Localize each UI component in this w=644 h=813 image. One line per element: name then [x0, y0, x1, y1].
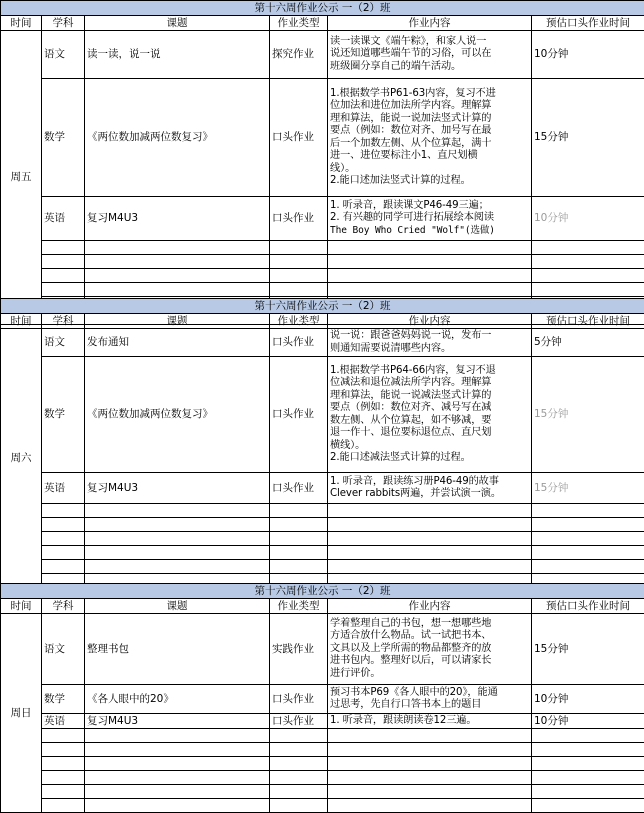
content-line: The Boy Who Cried "Wolf"(选做): [330, 225, 529, 238]
empty-row: [1, 729, 644, 743]
content-line: 退一作十、退位要标退位点、直尺划: [330, 427, 529, 440]
topic-cell: 复习M4U3: [85, 714, 270, 729]
header-type: 作业类型: [270, 314, 328, 329]
content-line: 进行评价。: [330, 668, 529, 681]
content-cell: [328, 685, 532, 714]
subject-cell: 语文: [42, 31, 85, 79]
subject-cell: 语文: [42, 329, 85, 357]
header-type: 作业类型: [270, 599, 328, 614]
content-line: 1. 听录音，跟读朗读卷12三遍。: [330, 715, 529, 728]
header-duration: 预估口头作业时间: [532, 314, 644, 329]
duration-cell: 10分钟: [532, 31, 644, 79]
day-label: 周日: [1, 614, 42, 813]
empty-row: [1, 255, 644, 269]
subject-cell: 英语: [42, 473, 85, 504]
content-line: 位减法和退位减法所学内容。理解算: [330, 377, 529, 390]
content-cell: [328, 714, 532, 729]
subject-cell: 数学: [42, 685, 85, 714]
subject-cell: 数学: [42, 79, 85, 197]
header-content: 作业内容: [328, 599, 532, 614]
duration-cell: 15分钟: [532, 473, 644, 504]
content-line: 2.能口述减法竖式计算的过程。: [330, 452, 529, 465]
content-line: 1. 听录音，跟读课文P46-49三遍；: [330, 200, 529, 213]
content-line: 文具以及上学所需的物品都整齐的放: [330, 643, 529, 656]
week-title: 第十六周作业公示 一（2）班: [1, 1, 644, 16]
content-line: 后一个加数左侧、从个位算起，满十: [330, 138, 529, 151]
topic-cell: 复习M4U3: [85, 197, 270, 241]
content-cell: [328, 614, 532, 685]
empty-row: [1, 269, 644, 283]
schedule-sunday: [0, 583, 644, 813]
empty-row: [1, 546, 644, 560]
type-cell: 口头作业: [270, 685, 328, 714]
duration-cell: 15分钟: [532, 79, 644, 197]
type-cell: 口头作业: [270, 473, 328, 504]
schedule-saturday: [0, 298, 644, 588]
type-cell: 口头作业: [270, 329, 328, 357]
content-line: 学着整理自己的书包，想一想哪些地: [330, 618, 529, 631]
week-title: 第十六周作业公示 一（2）班: [1, 584, 644, 599]
header-content: 作业内容: [328, 16, 532, 31]
duration-cell: 5分钟: [532, 329, 644, 357]
content-cell: [328, 473, 532, 504]
topic-cell: 读一读，说一说: [85, 31, 270, 79]
content-cell: [328, 197, 532, 241]
content-cell: [328, 31, 532, 79]
content-line: 进书包内。整理好以后，可以请家长: [330, 655, 529, 668]
empty-row: [1, 785, 644, 799]
empty-row: [1, 743, 644, 757]
empty-row: [1, 757, 644, 771]
content-cell: [328, 329, 532, 357]
header-time: 时间: [1, 16, 42, 31]
topic-cell: 《两位数加减两位数复习》: [85, 357, 270, 473]
type-cell: 口头作业: [270, 79, 328, 197]
type-cell: 口头作业: [270, 357, 328, 473]
header-subject: 学科: [42, 16, 85, 31]
content-line: 2. 有兴趣的同学可进行拓展绘本阅读: [330, 212, 529, 225]
empty-row: [1, 799, 644, 813]
content-cell: [328, 357, 532, 473]
empty-row: [1, 241, 644, 255]
content-cell: [328, 79, 532, 197]
content-line: 理和算法，能说一说减法竖式计算的: [330, 390, 529, 403]
content-line: 则通知需要说清哪些内容。: [330, 343, 529, 356]
empty-row: [1, 283, 644, 297]
duration-cell: 10分钟: [532, 714, 644, 729]
content-line: 要点（例如：数位对齐、加号写在最: [330, 125, 529, 138]
type-cell: 口头作业: [270, 714, 328, 729]
content-line: 说还知道哪些端午节的习俗，可以在: [330, 48, 529, 61]
content-line: 方适合放什么物品。试一试把书本、: [330, 630, 529, 643]
empty-row: [1, 504, 644, 518]
content-line: 班级圈分享自己的端午活动。: [330, 61, 529, 74]
duration-cell: 10分钟: [532, 197, 644, 241]
type-cell: 探究作业: [270, 31, 328, 79]
subject-cell: 英语: [42, 714, 85, 729]
header-duration: 预估口头作业时间: [532, 16, 644, 31]
content-line: 位加法和进位加法所学内容。理解算: [330, 100, 529, 113]
content-line: 过思考，先自行口答书本上的题目: [330, 699, 529, 712]
header-time: 时间: [1, 599, 42, 614]
content-line: 线）。: [330, 163, 529, 176]
duration-cell: 15分钟: [532, 614, 644, 685]
type-cell: 实践作业: [270, 614, 328, 685]
header-subject: 学科: [42, 599, 85, 614]
day-label: 周六: [1, 329, 42, 588]
subject-cell: 英语: [42, 197, 85, 241]
week-title: 第十六周作业公示 一（2）班: [1, 299, 644, 314]
content-line: 2.能口述加法竖式计算的过程。: [330, 175, 529, 188]
content-line: 横线）。: [330, 440, 529, 453]
header-duration: 预估口头作业时间: [532, 599, 644, 614]
subject-cell: 数学: [42, 357, 85, 473]
header-topic: 课题: [85, 16, 270, 31]
empty-row: [1, 771, 644, 785]
content-line: 理和算法，能说一说加法竖式计算的: [330, 113, 529, 126]
header-topic: 课题: [85, 599, 270, 614]
topic-cell: 发布通知: [85, 329, 270, 357]
subject-cell: 语文: [42, 614, 85, 685]
empty-row: [1, 532, 644, 546]
content-line: 数左侧、从个位算起，如不够减，要: [330, 415, 529, 428]
content-line: 进一、进位要标注小1、直尺划横: [330, 150, 529, 163]
content-line: 1. 听录音，跟读练习册P46-49的故事: [330, 476, 529, 489]
schedule-friday: [0, 0, 644, 325]
day-label: 周五: [1, 31, 42, 325]
topic-cell: 复习M4U3: [85, 473, 270, 504]
content-line: 1.根据数学书P61-63内容，复习不进: [330, 88, 529, 101]
header-subject: 学科: [42, 314, 85, 329]
header-type: 作业类型: [270, 16, 328, 31]
header-content: 作业内容: [328, 314, 532, 329]
content-line: 要点（例如：数位对齐、减号写在减: [330, 402, 529, 415]
topic-cell: 整理书包: [85, 614, 270, 685]
duration-cell: 15分钟: [532, 357, 644, 473]
topic-cell: 《两位数加减两位数复习》: [85, 79, 270, 197]
content-line: 读一读课文《端午粽》，和家人说一: [330, 36, 529, 49]
empty-row: [1, 518, 644, 532]
header-time: 时间: [1, 314, 42, 329]
content-line: 1.根据数学书P64-66内容，复习不退: [330, 365, 529, 378]
header-topic: 课题: [85, 314, 270, 329]
empty-row: [1, 560, 644, 574]
content-line: Clever rabbits两遍，并尝试演一演。: [330, 488, 529, 501]
content-line: 预习书本P69《各人眼中的20》，能通: [330, 687, 529, 700]
topic-cell: 《各人眼中的20》: [85, 685, 270, 714]
duration-cell: 10分钟: [532, 685, 644, 714]
content-line: 说一说：跟爸爸妈妈说一说，发布一: [330, 330, 529, 343]
type-cell: 口头作业: [270, 197, 328, 241]
